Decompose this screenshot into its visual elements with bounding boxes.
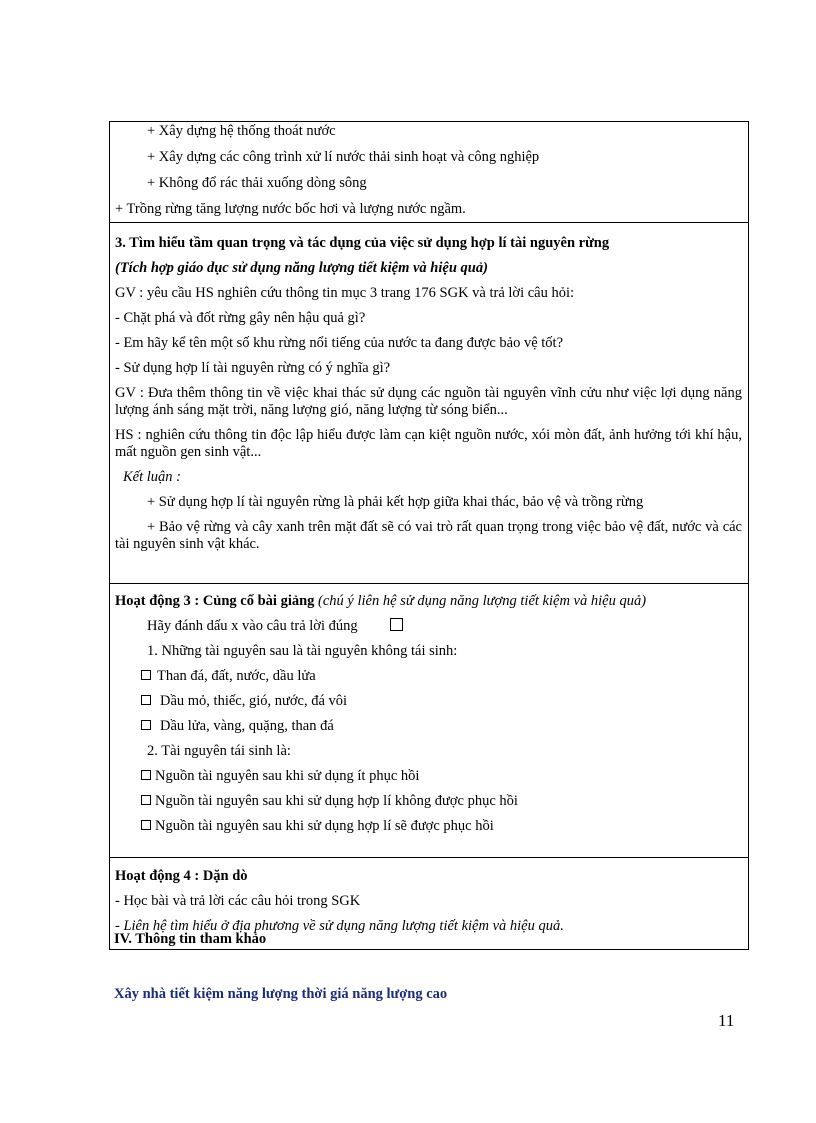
reference-heading: IV. Thông tin tham khảo (114, 931, 267, 947)
page-number: 11 (718, 1011, 735, 1030)
question-1: - Chặt phá và đốt rừng gây nên hậu quả gì? (115, 310, 366, 326)
lesson-table (109, 121, 749, 950)
measure-drainage: + Xây dựng hệ thống thoát nước (147, 123, 336, 139)
option-checkbox[interactable] (141, 770, 151, 780)
option-checkbox[interactable] (141, 695, 151, 705)
teacher-extra-info: GV : Đưa thêm thông tin về việc khai thác sử dụng các nguồn tài nguyên vĩnh cửu như việc lợi dụng năng lượng ánh sáng mặt trời, năng lượng gió, năng lượng từ sóng biển... (115, 385, 742, 418)
activity-4-title: Hoạt động 4 : Dặn dò (115, 868, 248, 884)
q2-option-1[interactable]: Nguồn tài nguyên sau khi sử dụng ít phục hồi (115, 768, 742, 785)
answer-checkbox[interactable] (390, 618, 403, 631)
activity-3-title: Hoạt động 3 : Củng cố bài giảng (chú ý liên hệ sử dụng năng lượng tiết kiệm và hiệu quả) (115, 593, 647, 609)
option-checkbox[interactable] (141, 820, 151, 830)
measure-wastewater: + Xây dựng các công trình xử lí nước thải sinh hoạt và công nghiệp (147, 149, 540, 165)
q1-option-1[interactable]: Than đá, đất, nước, dầu lửa (115, 668, 742, 685)
q1-option-2[interactable]: Dầu mỏ, thiếc, gió, nước, đá vôi (115, 693, 742, 710)
option-checkbox[interactable] (141, 795, 151, 805)
q1-option-3[interactable]: Dầu lửa, vàng, quặng, than đá (115, 718, 742, 735)
option-checkbox[interactable] (141, 720, 151, 730)
measure-reforest: + Trồng rừng tăng lượng nước bốc hơi và lượng nước ngầm. (115, 201, 466, 217)
conclusion-label: Kết luận : (123, 469, 181, 485)
section-subtitle: (Tích hợp giáo dục sử dụng năng lượng tiết kiệm và hiệu quả) (115, 260, 488, 276)
student-activity: HS : nghiên cứu thông tin độc lập hiểu được làm cạn kiệt nguồn nước, xói mòn đất, ảnh hưởng tới khí hậu, mất nguồn gen sinh vật... (115, 427, 742, 460)
quiz-question-1: 1. Những tài nguyên sau là tài nguyên không tái sinh: (147, 643, 458, 659)
section-forest-resources (110, 223, 748, 584)
quiz-question-2: 2. Tài nguyên tái sinh là: (147, 743, 291, 759)
q2-option-3[interactable]: Nguồn tài nguyên sau khi sử dụng hợp lí sẽ được phục hồi (115, 818, 742, 835)
option-checkbox[interactable] (141, 670, 151, 680)
section-activity-3 (110, 584, 748, 858)
question-2: - Em hãy kể tên một số khu rừng nổi tiếng của nước ta đang được bảo vệ tốt? (115, 335, 564, 351)
conclusion-1: + Sử dụng hợp lí tài nguyên rừng là phải kết hợp giữa khai thác, bảo vệ và trồng rừng (147, 494, 644, 510)
quiz-instruction: Hãy đánh dấu x vào câu trả lời đúng (115, 618, 742, 635)
question-3: - Sử dụng hợp lí tài nguyên rừng có ý nghĩa gì? (115, 360, 391, 376)
conclusion-2: + Bảo vệ rừng và cây xanh trên mặt đất sẽ có vai trò rất quan trọng trong việc bảo vệ đất, nước và các tài nguyên sinh vật khác. (115, 519, 742, 552)
homework-2: - Liên hệ tìm hiểu ở địa phương về sử dụng năng lượng tiết kiệm và hiệu quả. (115, 918, 564, 934)
homework-1: - Học bài và trả lời các câu hỏi trong SGK (115, 893, 361, 909)
article-heading: Xây nhà tiết kiệm năng lượng thời giá năng lượng cao (114, 986, 448, 1002)
section-title: 3. Tìm hiểu tầm quan trọng và tác dụng của việc sử dụng hợp lí tài nguyên rừng (115, 235, 610, 251)
section-water-measures (110, 122, 748, 223)
teacher-instruction: GV : yêu cầu HS nghiên cứu thông tin mục 3 trang 176 SGK và trả lời câu hỏi: (115, 285, 575, 301)
q2-option-2[interactable]: Nguồn tài nguyên sau khi sử dụng hợp lí không được phục hồi (115, 793, 742, 810)
measure-no-dumping: + Không đổ rác thải xuống dòng sông (147, 175, 367, 191)
